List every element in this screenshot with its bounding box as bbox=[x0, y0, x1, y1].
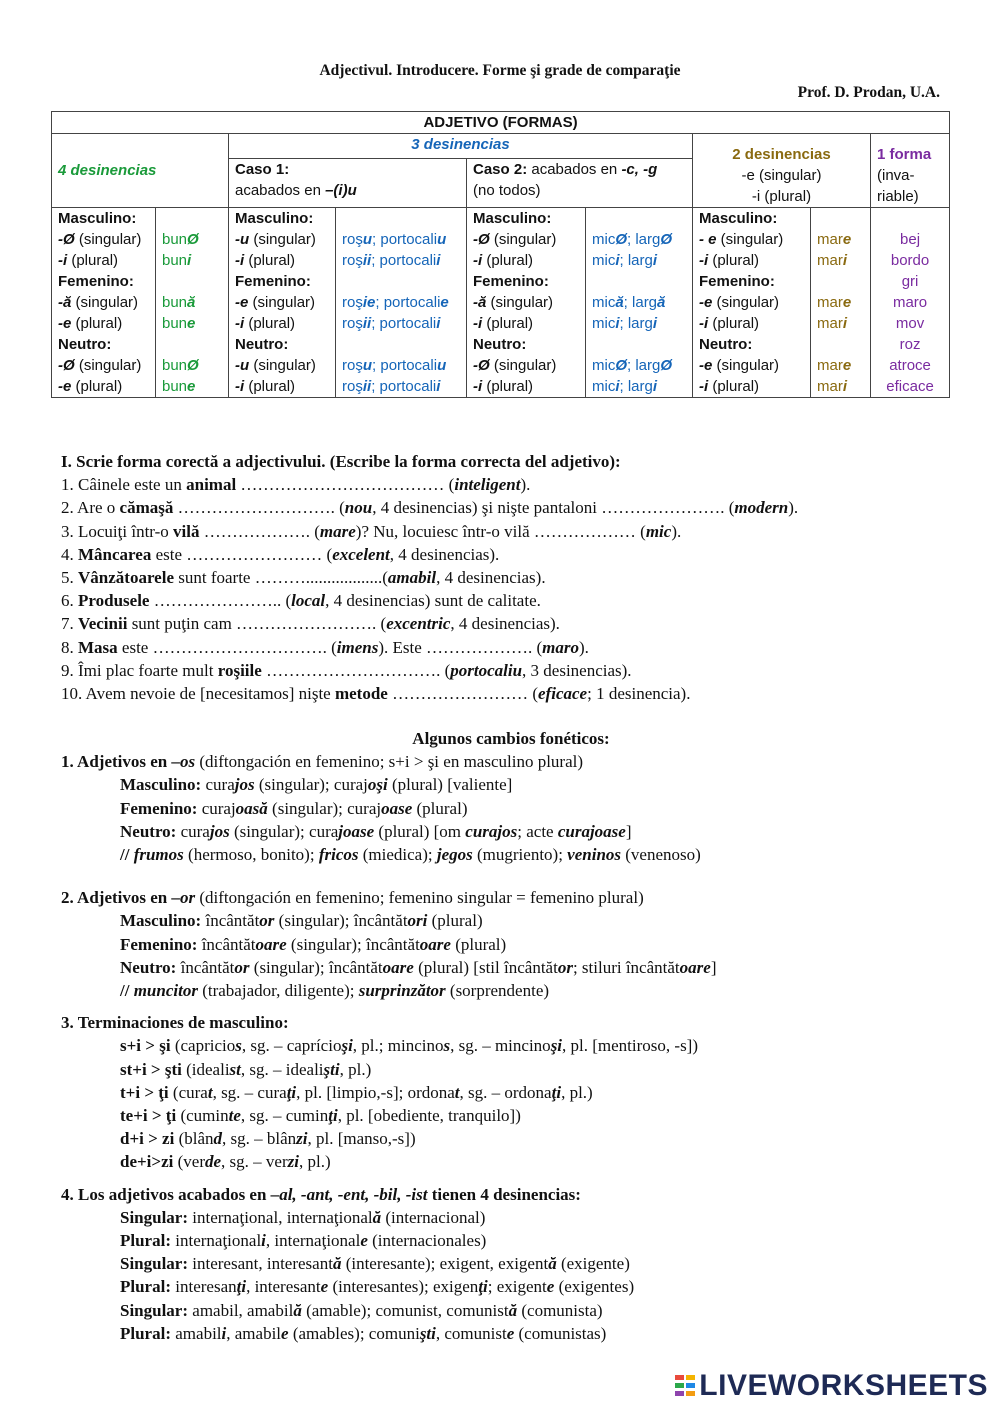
rule-1-title: 1. Adjetivos en –os (diftongación en femenino; s+i > şi en masculino plural) bbox=[61, 752, 584, 772]
col-caso2-examples: micØ; largØ mici; largi mică; largă mici; largi micØ; largØ mici; largi bbox=[586, 208, 693, 398]
adjective-forms-table bbox=[51, 111, 950, 398]
col-4-labels: Masculino: -Ø (singular) -i (plural) Femenino: -ă (singular) -e (plural) Neutro: -Ø (singular) -e (plural) bbox=[52, 208, 156, 398]
exercise-heading: I. Scrie forma corectă a adjectivului. (Escribe la forma correcta del adjetivo): bbox=[61, 452, 621, 471]
exercise-item-10: 10. Avem nevoie de [necesitamos] nişte metode …………………… (eficace; 1 desinencia). bbox=[61, 684, 691, 704]
exercise-item-4: 4. Mâncarea este …………………… (excelent, 4 desinencias). bbox=[61, 544, 500, 564]
exercise-item-5: 5. Vânzătoarele sunt foarte ………..................(amabil, 4 desinencias). bbox=[61, 568, 546, 588]
header-3-desinencias: 3 desinencias bbox=[229, 134, 693, 159]
col-caso1-examples: roşu; portocaliu roşii; portocalii roşie; portocalie roşii; portocalii roşu; portocaliu roşii; portocalii bbox=[336, 208, 467, 398]
table-title: ADJETIVO (FORMAS) bbox=[52, 112, 950, 134]
header-4-desinencias bbox=[52, 134, 229, 208]
header-caso-2: Caso 2: acabados en -c, -g (no todos) bbox=[467, 159, 693, 208]
liveworksheets-footer[interactable] bbox=[674, 1369, 988, 1403]
exercise-item-9: 9. Îmi plac foarte mult roşiile …………………………. (portocaliu, 3 desinencias). bbox=[61, 660, 632, 680]
col-caso1-labels: Masculino: -u (singular) -i (plural) Femenino: -e (singular) -i (plural) Neutro: -u (singular) -i (plural) bbox=[229, 208, 336, 398]
rule-4-title: 4. Los adjetivos acabados en –al, -ant, -ent, -bil, -ist tienen 4 desinencias: bbox=[61, 1184, 581, 1204]
col-caso2-labels: Masculino: -Ø (singular) -i (plural) Femenino: -ă (singular) -i (plural) Neutro: -Ø (singular) -i (plural) bbox=[467, 208, 586, 398]
exercise-item-1: 1. Câinele este un animal ……………………………… (inteligent). bbox=[61, 475, 531, 495]
col-2-examples: mare mari mare mari mare mari bbox=[811, 208, 871, 398]
phonetic-changes-section: Algunos cambios fonéticos: 1. Adjetivos en –os (diftongación en femenino; s+i > şi en masculino plural) Masculino: curajos (singular); curajoşi (plural) [valiente] Femenino: curajoasă (singular); curajoase (plural) Neutro: curajos (singular); curajoase (plural) [om curajos; acte curajoase] // frumos (hermoso, bonito); fricos (miedica); jegos (mugriento); veninos (venenoso) 2. Adjetivos en –or (diftongación en femenino; femenino singular = femenino plural) Masculino: încântător (singular); încântători (plural) Femenino: încântătoare (singular); încântătoare (plural) Neutro: încântător (singular); încântătoare (plural) [stil încântător; stiluri încântătoare] // muncitor (trabajador, diligente); surprinzător (sorprendente) 3. Terminaciones de masculino: s+i > şi (capricios, sg. – caprícioşi, pl.; mincinos, sg. – mincinoşi, pl. [mentiroso, -s]) st+i > şti (idealist, sg. – idealişti, pl.) t+i > ţi (curat, sg. – curaţi, pl. [limpio,-s]; ordonat, sg. – ordonaţi, pl.) te+i > ţi (cuminte, sg. – cuminţi, pl. [obediente, tranquilo]) d+i > zi (blând, sg. – blânzi, pl. [manso,-s]) de+i>zi (verde, sg. – verzi, pl.) 4. Los adjetivos acabados en –al, -ant, -ent, -bil, -ist tienen 4 desinencias: Singular: internaţional, internaţională (internacional) Plural: internaţionali, internaţionale (internacionales) Singular: interesant, interesantă (interesante); exigent, exigentă (exigente) Plural: interesanţi, interesante (interesantes); exigenţi; exigente (exigentes) Singular: amabil, amabilă (amable); comunist, comunistă (comunista) Plural: amabili, amabile (amables); comunişti, comuniste (comunistas) bbox=[61, 727, 961, 1345]
page-title: Adjectivul. Introducere. Forme şi grade de comparaţie bbox=[319, 62, 681, 79]
exercise-item-6: 6. Produsele ………………….. (local, 4 desinencias) sunt de calitate. bbox=[61, 591, 541, 611]
exercise-item-8: 8. Masa este …………………………. (imens). Este ………………. (maro). bbox=[61, 637, 589, 657]
liveworksheets-brand: LIVEWORKSHEETS bbox=[699, 1369, 988, 1402]
changes-heading: Algunos cambios fonéticos: bbox=[412, 729, 610, 748]
rule-3-title: 3. Terminaciones de masculino: bbox=[61, 1013, 289, 1033]
author-name: Prof. D. Prodan, U.A. bbox=[797, 84, 940, 101]
liveworksheets-logo-icon bbox=[674, 1374, 696, 1398]
header-1-forma: 1 forma (inva- riable) bbox=[871, 134, 950, 208]
exercise-section bbox=[61, 450, 961, 705]
header-2-desinencias: 2 desinencias -e (singular) -i (plural) bbox=[693, 134, 871, 208]
exercise-item-7: 7. Vecinii sunt puţin cam ……………………. (excentric, 4 desinencias). bbox=[61, 614, 560, 634]
rule-2-title: 2. Adjetivos en –or (diftongación en femenino; femenino singular = femenino plural) bbox=[61, 888, 644, 908]
header-caso-1: Caso 1: acabados en –(i)u bbox=[229, 159, 467, 208]
label-4-desinencias: 4 desinencias bbox=[58, 162, 157, 179]
col-2-labels: Masculino: - e (singular) -i (plural) Femenino: -e (singular) -i (plural) Neutro: -e (singular) -i (plural) bbox=[693, 208, 811, 398]
exercise-item-3: 3. Locuiţi într-o vilă ………………. (mare)? Nu, locuiesc într-o vilă ……………… (mic). bbox=[61, 521, 682, 541]
col-1-invariable: bej bordo gri maro mov roz atroce eficace bbox=[871, 208, 950, 398]
col-4-examples: bunØ buni bună bune bunØ bune bbox=[156, 208, 229, 398]
exercise-item-2: 2. Are o cămaşă ………………………. (nou, 4 desinencias) şi nişte pantaloni …………………. (modern). bbox=[61, 498, 799, 518]
